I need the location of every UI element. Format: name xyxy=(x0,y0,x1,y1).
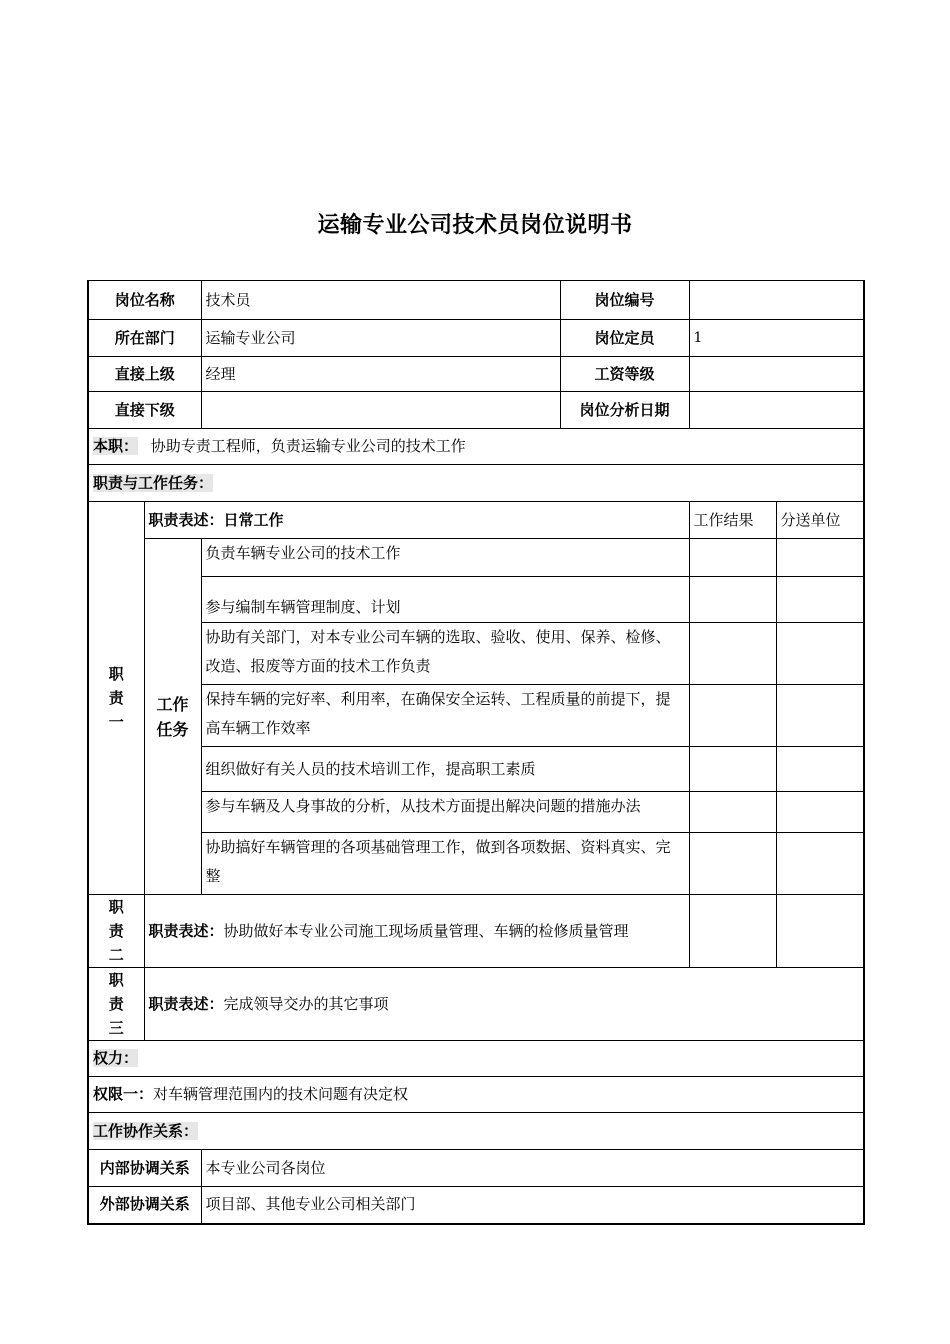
task-item: 协助搞好车辆管理的各项基础管理工作，做到各项数据、资料真实、完整 xyxy=(201,833,689,895)
row-tasks-header xyxy=(88,465,864,502)
task-dest xyxy=(776,623,864,685)
task-dest xyxy=(776,539,864,577)
authority-header-cell xyxy=(88,1041,864,1077)
duty1-desc-label: 职责表述： xyxy=(148,510,224,529)
label-subordinate: 直接下级 xyxy=(88,392,201,429)
task-result xyxy=(689,747,776,792)
row-relations-header xyxy=(88,1113,864,1150)
task-row xyxy=(88,577,864,623)
job-description-table xyxy=(87,280,865,1225)
duty2-desc-cell xyxy=(144,895,689,968)
relations-header: 工作协作关系： xyxy=(93,1121,199,1140)
row-external-relations xyxy=(88,1187,864,1224)
task-dest xyxy=(776,577,864,623)
value-superior: 经理 xyxy=(201,357,560,392)
value-subordinate xyxy=(201,392,560,429)
task-group-label-text: 工作 任务 xyxy=(156,694,189,739)
row-authority-1 xyxy=(88,1077,864,1113)
label-department: 所在部门 xyxy=(88,320,201,357)
duty3-desc-value: 完成领导交办的其它事项 xyxy=(223,994,389,1013)
task-result xyxy=(689,685,776,747)
tasks-header: 职责与工作任务： xyxy=(93,473,214,492)
value-grade xyxy=(689,357,864,392)
duty2-desc-label: 职责表述： xyxy=(148,921,224,940)
duty3-label-text: 职 责 三 xyxy=(108,971,124,1037)
task-row xyxy=(88,623,864,685)
task-row xyxy=(88,747,864,792)
duty-cell xyxy=(88,429,864,465)
row-department xyxy=(88,320,864,357)
task-row xyxy=(88,539,864,577)
internal-relations-label: 内部协调关系 xyxy=(88,1150,201,1187)
tasks-header-cell xyxy=(88,465,864,502)
duty3-desc-cell xyxy=(144,968,864,1041)
task-result xyxy=(689,577,776,623)
value-analysis-date xyxy=(689,392,864,429)
duty1-label-text: 职 责 一 xyxy=(108,665,124,731)
value-department: 运输专业公司 xyxy=(201,320,560,357)
row-duty3 xyxy=(88,968,864,1041)
duty2-dest xyxy=(776,895,864,968)
duty1-label xyxy=(88,502,144,895)
row-authority-header xyxy=(88,1041,864,1077)
task-item: 协助有关部门，对本专业公司车辆的选取、验收、使用、保养、检修、改造、报废等方面的技术工作负责 xyxy=(201,623,689,685)
duty3-desc-label: 职责表述： xyxy=(148,994,224,1013)
task-item: 保持车辆的完好率、利用率，在确保安全运转、工程质量的前提下，提高车辆工作效率 xyxy=(201,685,689,747)
task-row xyxy=(88,792,864,833)
task-row xyxy=(88,685,864,747)
task-result xyxy=(689,833,776,895)
task-dest xyxy=(776,792,864,833)
task-dest xyxy=(776,685,864,747)
value-position-code xyxy=(689,281,864,320)
task-result xyxy=(689,539,776,577)
row-duty2 xyxy=(88,895,864,968)
row-subordinate xyxy=(88,392,864,429)
row-duty1-desc xyxy=(88,502,864,539)
task-item: 参与编制车辆管理制度、计划 xyxy=(201,577,689,623)
value-quota: 1 xyxy=(689,320,864,357)
task-group-label xyxy=(144,539,201,895)
row-position-name xyxy=(88,281,864,320)
document-title: 运输专业公司技术员岗位说明书 xyxy=(317,213,633,238)
duty-value: 协助专责工程师，负责运输专业公司的技术工作 xyxy=(150,437,466,455)
external-relations-value: 项目部、其他专业公司相关部门 xyxy=(201,1187,864,1224)
external-relations-label: 外部协调关系 xyxy=(88,1187,201,1224)
value-position-name: 技术员 xyxy=(201,281,560,320)
duty2-label-text: 职 责 二 xyxy=(108,898,124,964)
duty1-desc-cell xyxy=(144,502,689,539)
duty3-label xyxy=(88,968,144,1041)
task-row xyxy=(88,833,864,895)
label-quota: 岗位定员 xyxy=(560,320,689,357)
internal-relations-value: 本专业公司各岗位 xyxy=(201,1150,864,1187)
task-item: 负责车辆专业公司的技术工作 xyxy=(201,539,689,577)
authority-1-cell xyxy=(88,1077,864,1113)
relations-header-cell xyxy=(88,1113,864,1150)
task-item: 组织做好有关人员的技术培训工作，提高职工素质 xyxy=(201,747,689,792)
row-superior xyxy=(88,357,864,392)
duty2-label xyxy=(88,895,144,968)
authority-1-label: 权限一： xyxy=(93,1085,154,1103)
label-analysis-date: 岗位分析日期 xyxy=(560,392,689,429)
label-position-code: 岗位编号 xyxy=(560,281,689,320)
row-internal-relations xyxy=(88,1150,864,1187)
task-dest xyxy=(776,833,864,895)
col-work-result: 工作结果 xyxy=(689,502,776,539)
task-item xyxy=(201,792,689,833)
label-position-name: 岗位名称 xyxy=(88,281,201,320)
authority-1-value: 对车辆管理范围内的技术问题有决定权 xyxy=(153,1085,409,1103)
label-grade: 工资等级 xyxy=(560,357,689,392)
row-duty xyxy=(88,429,864,465)
task-result xyxy=(689,623,776,685)
label-superior: 直接上级 xyxy=(88,357,201,392)
col-destination: 分送单位 xyxy=(776,502,864,539)
authority-header: 权力： xyxy=(93,1049,139,1067)
task-dest xyxy=(776,747,864,792)
duty2-desc-value: 协助做好本专业公司施工现场质量管理、车辆的检修质量管理 xyxy=(223,921,629,940)
task-item-text: 参与车辆及人身事故的分析，从技术方面提出解决问题的措施办法 xyxy=(205,797,641,815)
task-result xyxy=(689,792,776,833)
duty2-result xyxy=(689,895,776,968)
duty-label: 本职： xyxy=(93,437,139,455)
duty1-desc-value: 日常工作 xyxy=(223,510,284,529)
